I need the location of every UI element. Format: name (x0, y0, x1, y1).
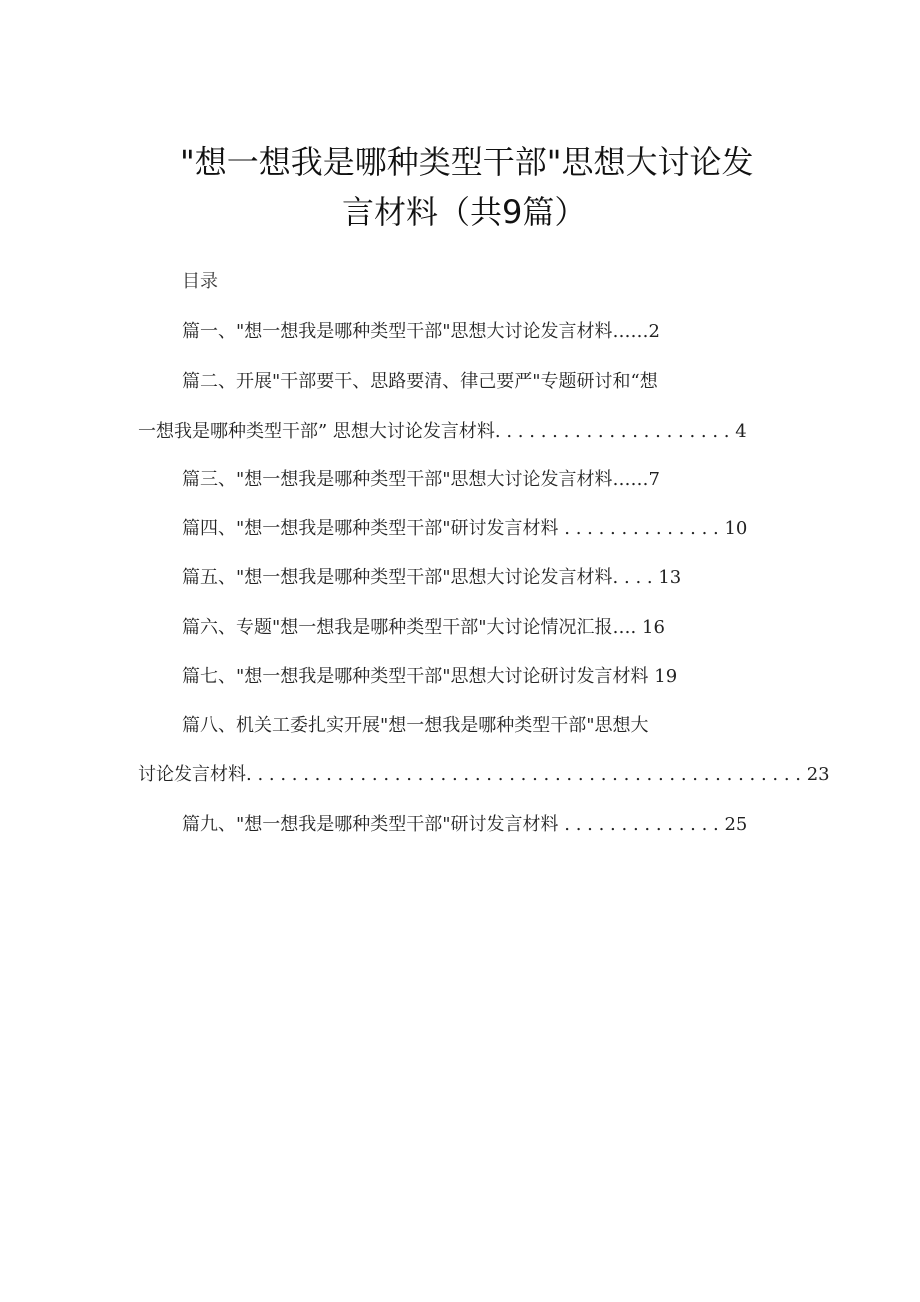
toc-entry-8-line-2[interactable]: 讨论发言材料. . . . . . . . . . . . . . . . . . . . . . . . . . . . . . . . . . . . . . . . . . . . . . . . . 23 (138, 764, 830, 785)
toc-entry-2-line-1[interactable]: 篇二、开展"干部要干、思路要清、律己要严"专题研讨和“想 (182, 371, 658, 392)
toc-entry-3[interactable]: 篇三、"想一想我是哪种类型干部"思想大讨论发言材料……7 (182, 469, 661, 490)
toc-entry-1[interactable]: 篇一、"想一想我是哪种类型干部"思想大讨论发言材料……2 (182, 321, 661, 342)
toc-entry-4[interactable]: 篇四、"想一想我是哪种类型干部"研讨发言材料 . . . . . . . . . . . . . . 10 (182, 518, 748, 539)
document-title-line-1: "想一想我是哪种类型干部"思想大讨论发 (180, 143, 754, 181)
toc-heading: 目录 (182, 271, 218, 292)
toc-entry-7[interactable]: 篇七、"想一想我是哪种类型干部"思想大讨论研讨发言材料 19 (182, 666, 678, 687)
document-title-line-2: 言材料（共9篇） (342, 193, 587, 231)
toc-entry-2-line-2[interactable]: 一想我是哪种类型干部” 思想大讨论发言材料. . . . . . . . . . . . . . . . . . . . . 4 (138, 421, 747, 442)
toc-entry-6[interactable]: 篇六、专题"想一想我是哪种类型干部"大讨论情况汇报…. 16 (182, 617, 665, 638)
toc-entry-9[interactable]: 篇九、"想一想我是哪种类型干部"研讨发言材料 . . . . . . . . . . . . . . 25 (182, 814, 748, 835)
toc-entry-5[interactable]: 篇五、"想一想我是哪种类型干部"思想大讨论发言材料. . . . 13 (182, 567, 682, 588)
toc-entry-8-line-1[interactable]: 篇八、机关工委扎实开展"想一想我是哪种类型干部"思想大 (182, 715, 649, 736)
